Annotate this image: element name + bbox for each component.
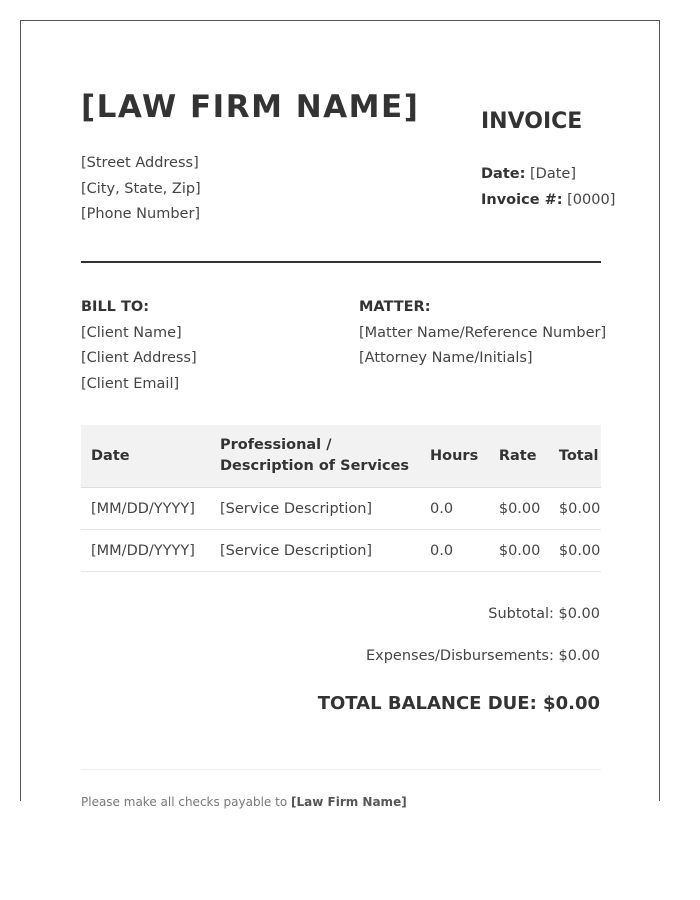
bill-to-heading: BILL TO: (81, 299, 149, 315)
firm-street: [Street Address] (81, 155, 199, 171)
footer-divider (81, 769, 601, 770)
firm-city-state-zip: [City, State, Zip] (81, 180, 201, 197)
table-row (81, 488, 601, 530)
header-date: Date (81, 425, 210, 488)
header-description-line2: Description of Services (220, 458, 410, 474)
bill-to-block (81, 295, 197, 397)
invoice-number-value: [0000] (567, 192, 616, 208)
row-date: [MM/DD/YYYY] (81, 488, 210, 530)
table-header-row (81, 425, 601, 488)
invoice-title: INVOICE (481, 109, 583, 134)
header-description-line1: Professional / (220, 437, 332, 453)
attorney-name: [Attorney Name/Initials] (359, 350, 533, 366)
row-total: $0.00 (541, 530, 601, 572)
expenses-disbursements: Expenses/Disbursements: $0.00 (365, 648, 600, 664)
row-hours: 0.0 (420, 530, 489, 572)
invoice-number-line (481, 187, 615, 213)
payment-note (81, 795, 407, 809)
header-hours: Hours (420, 425, 489, 488)
row-rate: $0.00 (489, 488, 541, 530)
header-divider (81, 261, 601, 263)
table-row (81, 530, 601, 572)
firm-name: [LAW FIRM NAME] (81, 89, 420, 125)
invoice-number-label: Invoice #: (481, 192, 563, 208)
invoice-date-value: [Date] (530, 166, 576, 182)
row-description: [Service Description] (210, 530, 420, 572)
firm-phone: [Phone Number] (81, 206, 201, 222)
matter-heading: MATTER: (359, 299, 431, 315)
row-hours: 0.0 (420, 488, 489, 530)
row-date: [MM/DD/YYYY] (81, 530, 210, 572)
matter-block (359, 295, 606, 372)
header-rate: Rate (489, 425, 541, 488)
row-description: [Service Description] (210, 488, 420, 530)
row-rate: $0.00 (489, 530, 541, 572)
invoice-meta (481, 161, 615, 213)
header-total: Total (541, 425, 601, 488)
header-description (210, 425, 420, 488)
client-address: [Client Address] (81, 350, 197, 366)
payment-note-text: Please make all checks payable to (81, 795, 288, 809)
invoice-page (20, 20, 660, 809)
invoice-date-line (481, 161, 615, 187)
payment-note-firm: [Law Firm Name] (291, 795, 407, 809)
matter-reference: [Matter Name/Reference Number] (359, 324, 607, 341)
services-table (81, 425, 601, 572)
client-name: [Client Name] (81, 324, 182, 341)
row-total: $0.00 (541, 488, 601, 530)
subtotal: Subtotal: $0.00 (488, 606, 600, 622)
total-balance-due: TOTAL BALANCE DUE: $0.00 (317, 693, 600, 714)
firm-address (81, 151, 201, 228)
invoice-date-label: Date: (481, 166, 526, 182)
client-email: [Client Email] (81, 375, 180, 392)
